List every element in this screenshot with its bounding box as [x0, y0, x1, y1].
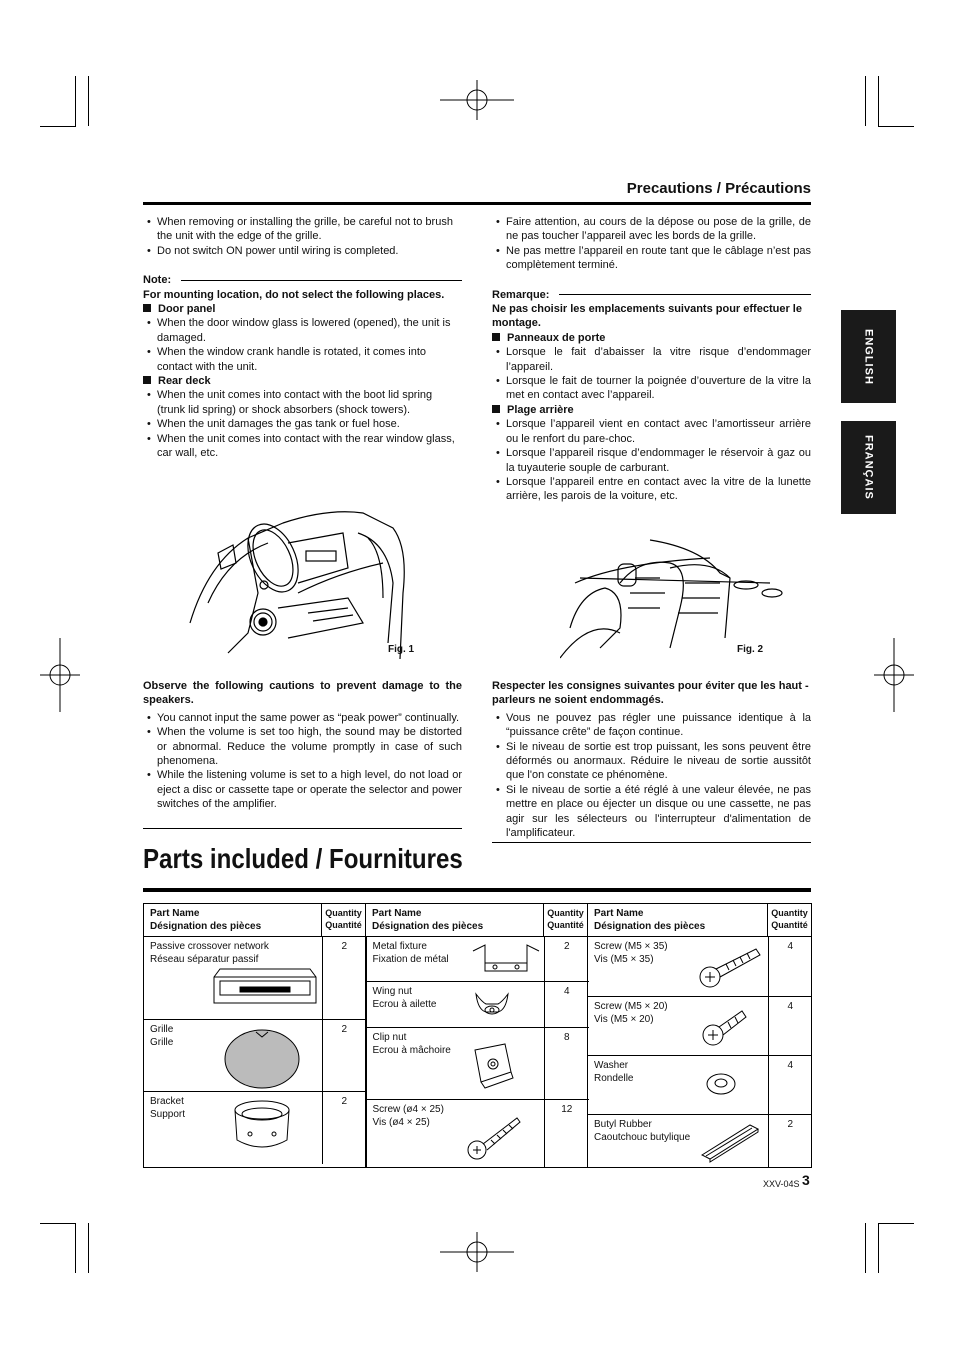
fig2-rear-deck-illustration: [560, 538, 785, 660]
clip-nut-icon: [465, 1042, 515, 1092]
list-item: • Lorsque l’appareil vient en contact avec l’amortisseur arrière ou le renfort du pare-choc.: [492, 417, 811, 446]
list-item: • Faire attention, au cours de la dépose ou pose de la grille, de ne pas toucher l’appareil avec les bords de la grille.: [492, 215, 811, 244]
list-item: • When the unit comes into contact with the boot lid spring (trunk lid spring) or shock absorbers (shock towers).: [143, 388, 462, 417]
table-row: Passive crossover network Réseau séparatur passif 2: [144, 937, 366, 1020]
fig2-label: Fig. 2: [737, 644, 764, 655]
parts-title: Parts included / Fournitures: [143, 843, 463, 874]
table-row: Washer Rondelle 4: [588, 1056, 812, 1115]
table-row: Clip nut Ecrou à mâchoire 8: [367, 1028, 589, 1100]
group-title-door-panel: Door panel: [143, 302, 462, 316]
note-heading: Ne pas choisir les emplacements suivants pour effectuer le montage.: [492, 303, 802, 330]
list-item: • When the window crank handle is rotated, it comes into contact with the unit.: [143, 345, 462, 374]
list-item: • Lorsque le fait d’abaisser la vitre risque d’endommager l’appareil.: [492, 345, 811, 374]
table-row: Wing nut Ecrou à ailette 4: [367, 982, 589, 1028]
list-item: • Si le niveau de sortie a été réglé à une valeur élevée, ne pas mettre en place ou éjecter un disque ou une cassette, ne pas agir sur les sélecteurs ou l'interrupteur d'alimentation de l'amplificateur.: [492, 783, 811, 841]
registration-mark-top: [440, 80, 514, 120]
left-observe-section: [143, 679, 462, 812]
table-header-row: Part Name Désignation des pièces Quantity Quantité Part Name Désignation des pièces Quantity Quantité Part Name Désignation des pièces Quantity Quantité: [144, 904, 812, 937]
left-intro-list: [143, 215, 462, 258]
page-number: 3: [802, 1172, 810, 1188]
group-title-rear-deck: Rear deck: [143, 374, 462, 388]
registration-mark-left: [40, 638, 80, 712]
parts-table: [143, 903, 812, 1168]
note-heading: For mounting location, do not select the following places.: [143, 288, 445, 301]
list-item: • When the volume is set too high, the sound may be distorted or abnormal. Reduce the volume promptly in case of such phenomena.: [143, 725, 462, 768]
registration-mark-right: [874, 638, 914, 712]
list-item: • Si le niveau de sortie est trop puissant, les sons peuvent être déformés ou anormaux. Réduire le niveau de sortie aussitôt que l'on constate ce phénomène.: [492, 740, 811, 783]
list-item: • Vous ne pouvez pas régler une puissance identique à la “puissance crête” de façon continue.: [492, 711, 811, 740]
group-title-plage: Plage arrière: [492, 403, 811, 417]
parts-title-rule: [143, 888, 811, 892]
left-end-rule: [143, 828, 462, 829]
list-item: • When the unit damages the gas tank or fuel hose.: [143, 417, 462, 431]
wing-nut-icon: [472, 988, 512, 1020]
list-item: • Ne pas mettre l’appareil en route tant que le câblage n’est pas complètement terminé.: [492, 244, 811, 273]
table-row: Grille Grille 2: [144, 1020, 366, 1092]
right-end-rule: [492, 842, 811, 843]
table-row: Metal fixture Fixation de métal 2: [367, 937, 589, 982]
list-item: • When the unit comes into contact with the rear window glass, car wall, etc.: [143, 432, 462, 461]
washer-icon: [704, 1070, 738, 1098]
note-header: Remarque:: [492, 288, 811, 302]
list-item: • Do not switch ON power until wiring is completed.: [143, 244, 462, 258]
tapping-screw-icon: [465, 1114, 525, 1162]
list-item: • While the listening volume is set to a high level, do not load or eject a disc or cassette tape or operate the selector and power switches of the amplifier.: [143, 768, 462, 811]
tab-francais[interactable]: FRANÇAIS: [841, 421, 896, 514]
bracket-icon: [232, 1098, 292, 1154]
header-rule: [143, 202, 811, 205]
observe-heading: Respecter les consignes suivantes pour éviter que les haut - parleurs ne soient endommagés.: [492, 680, 809, 707]
crossover-network-icon: [212, 965, 318, 1009]
table-row: Butyl Rubber Caoutchouc butylique 2: [588, 1115, 812, 1168]
short-screw-icon: [700, 1005, 750, 1047]
table-row: Screw (ø4 × 25) Vis (ø4 × 25) 12: [367, 1100, 589, 1168]
fig1-door-panel-illustration: [188, 503, 418, 659]
right-observe-section: [492, 679, 811, 840]
list-item: • You cannot input the same power as “peak power” continually.: [143, 711, 462, 725]
table-row: Bracket Support 2: [144, 1092, 366, 1165]
table-row: [144, 937, 812, 1168]
right-intro-list: [492, 215, 811, 273]
metal-fixture-icon: [471, 941, 541, 977]
list-item: • Lorsque l’appareil risque d’endommager le réservoir à gaz ou la tuyauterie souple de carburant.: [492, 446, 811, 475]
table-row: Screw (M5 × 20) Vis (M5 × 20) 4: [588, 997, 812, 1056]
list-item: • When removing or installing the grille, be careful not to brush the unit with the edge of the grille.: [143, 215, 462, 244]
list-item: • Lorsque l’appareil entre en contact avec la vitre de la lunette arrière, les parois de la voiture, etc.: [492, 475, 811, 504]
model-code: XXV-04S: [763, 1179, 800, 1189]
table-row: Screw (M5 × 35) Vis (M5 × 35) 4: [588, 937, 812, 997]
registration-mark-bottom: [440, 1232, 514, 1272]
section-title: Precautions / Précautions: [626, 180, 811, 197]
note-header: Note:: [143, 273, 462, 287]
left-column: [143, 215, 462, 461]
observe-heading: Observe the following cautions to prevent damage to the speakers.: [143, 680, 462, 707]
list-item: • When the door window glass is lowered (opened), the unit is damaged.: [143, 316, 462, 345]
long-screw-icon: [696, 945, 764, 989]
list-item: • Lorsque le fait de tourner la poignée d’ouverture de la vitre la met en contact avec l’appareil.: [492, 374, 811, 403]
fig1-label: Fig. 1: [388, 644, 415, 655]
group-title-panneaux: Panneaux de porte: [492, 331, 811, 345]
right-column: [492, 215, 811, 504]
tab-english[interactable]: ENGLISH: [841, 310, 896, 403]
grille-icon: [222, 1028, 302, 1090]
butyl-rubber-icon: [700, 1121, 760, 1163]
